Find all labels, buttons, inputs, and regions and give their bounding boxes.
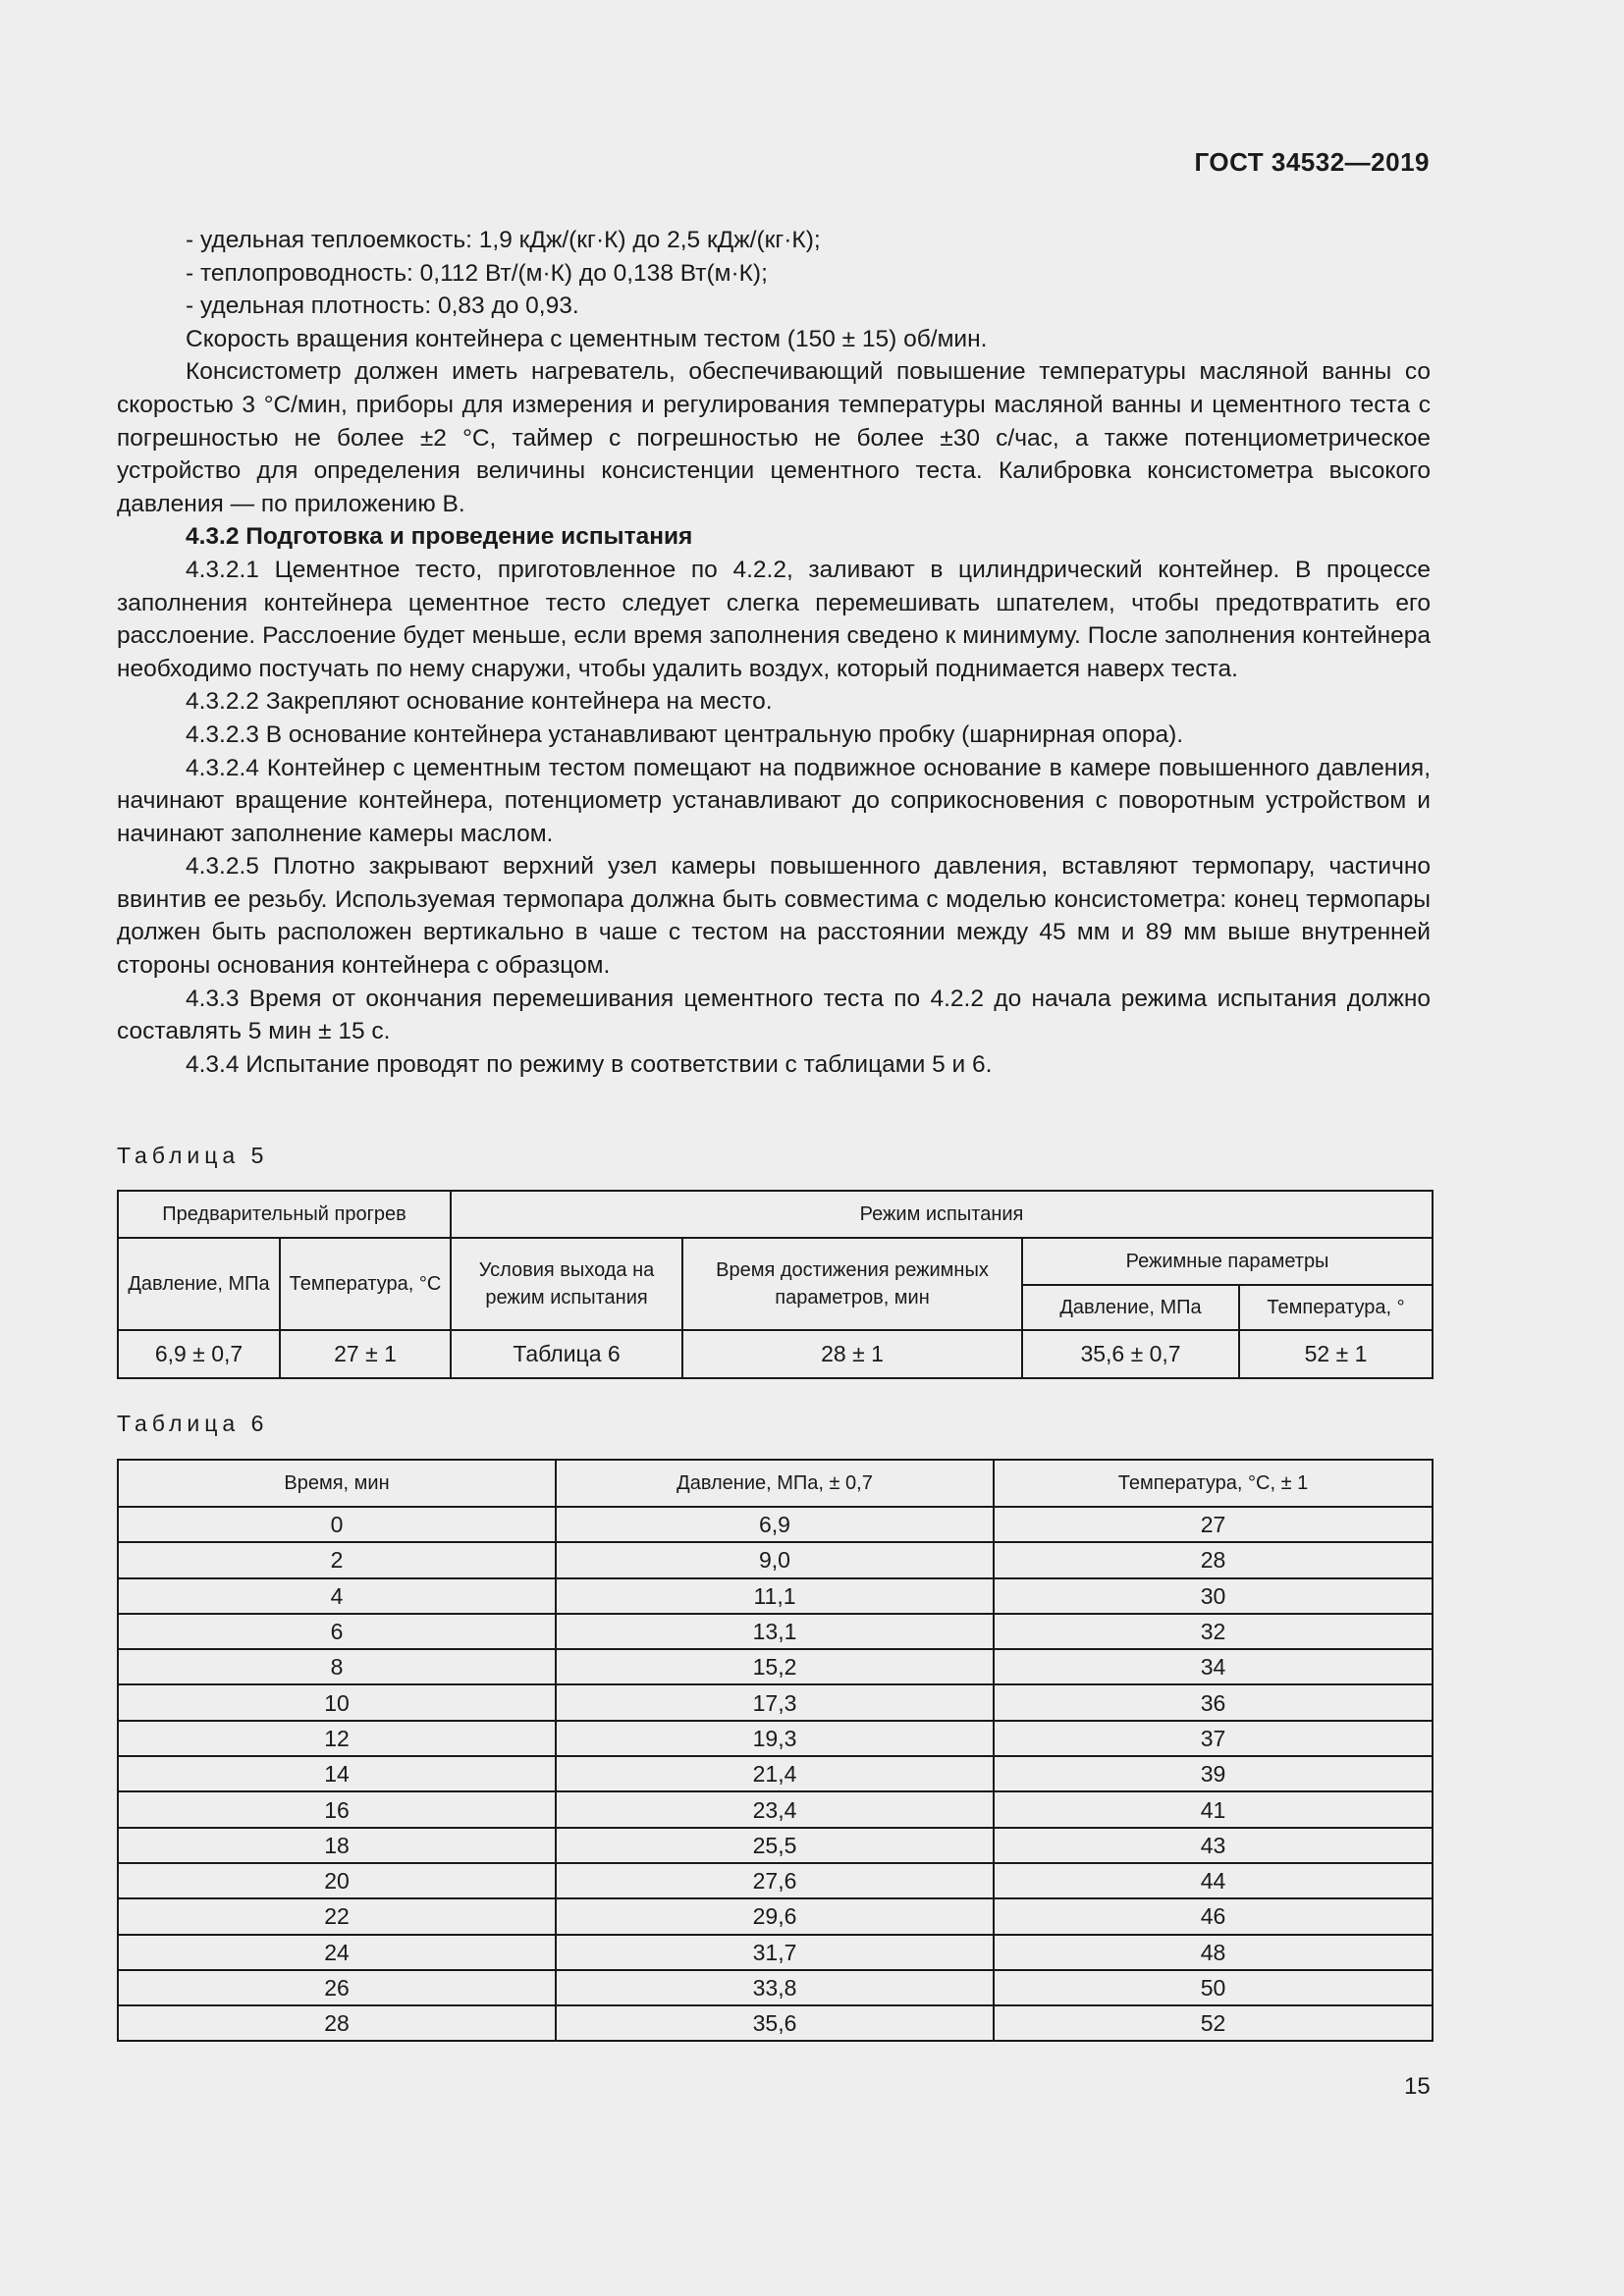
table-6 bbox=[117, 1459, 1434, 2042]
table-cell: 28 ± 1 bbox=[682, 1330, 1022, 1378]
table-row bbox=[118, 1614, 1433, 1649]
table-6-body bbox=[118, 1507, 1433, 2041]
paragraph: Консистометр должен иметь нагреватель, обеспечивающий повышение температуры масляной ванны со скоростью 3 °С/мин, приборы для измерения и регулирования температуры масляной ванны и цементного теста с погрешностью не более ±2 °С, таймер с погрешностью не более ±30 с/час, а также потенциометрическое устройство для определения величины консистенции цементного теста. Калибровка консистометра высокого давления — по приложению В. bbox=[117, 358, 1431, 517]
table-cell: 8 bbox=[118, 1649, 556, 1684]
table-6-header-time: Время, мин bbox=[118, 1460, 556, 1507]
table-cell: 27,6 bbox=[556, 1863, 994, 1898]
paragraph: - удельная теплоемкость: 1,9 кДж/(кг·К) до 2,5 кДж/(кг·К); bbox=[186, 227, 821, 253]
table-row bbox=[118, 1330, 1433, 1378]
table-cell: 28 bbox=[118, 2005, 556, 2041]
table-cell: 12 bbox=[118, 1721, 556, 1756]
table-cell: 24 bbox=[118, 1935, 556, 1970]
table-row bbox=[118, 1791, 1433, 1827]
table-5-col-time-to-mode: Время достижения режимных параметров, мин bbox=[682, 1238, 1022, 1330]
table-cell: 31,7 bbox=[556, 1935, 994, 1970]
paragraph: - удельная плотность: 0,83 до 0,93. bbox=[186, 293, 579, 320]
table-cell: 25,5 bbox=[556, 1828, 994, 1863]
table-row bbox=[118, 1756, 1433, 1791]
table-cell: 19,3 bbox=[556, 1721, 994, 1756]
page-number: 15 bbox=[1404, 2073, 1431, 2100]
table-cell: 4 bbox=[118, 1578, 556, 1614]
paragraph: 4.3.2.5 Плотно закрывают верхний узел камеры повышенного давления, вставляют термопару, частично ввинтив ее резьбу. Используемая термопара должна быть совместима с моделью консистометра: конец термопары должен быть расположен вертикально в чаше с тестом на расстоянии между 45 мм и 89 мм выше внутренней стороны основания контейнера с образцом. bbox=[117, 853, 1431, 980]
table-row bbox=[118, 2005, 1433, 2041]
table-cell: 27 ± 1 bbox=[280, 1330, 451, 1378]
table-cell: 50 bbox=[994, 1970, 1433, 2005]
table-cell: 16 bbox=[118, 1791, 556, 1827]
paragraph: 4.3.2.1 Цементное тесто, приготовленное по 4.2.2, заливают в цилиндрический контейнер. В процессе заполнения контейнера цементное тесто следует слегка перемешивать шпателем, чтобы предотвратить его расслоение. Расслоение будет меньше, если время заполнения сведено к минимуму. После заполнения контейнера необходимо постучать по нему снаружи, чтобы удалить воздух, который поднимается наверх теста. bbox=[117, 556, 1431, 682]
table-row bbox=[118, 1649, 1433, 1684]
paragraph: 4.3.3 Время от окончания перемешивания цементного теста по 4.2.2 до начала режима испытания должно составлять 5 мин ± 15 с. bbox=[117, 985, 1431, 1045]
table-row bbox=[118, 1507, 1433, 1542]
table-cell: 6,9 ± 0,7 bbox=[118, 1330, 280, 1378]
table-cell: 36 bbox=[994, 1684, 1433, 1720]
table-cell: 35,6 ± 0,7 bbox=[1022, 1330, 1239, 1378]
table-row bbox=[118, 1578, 1433, 1614]
table-cell: Таблица 6 bbox=[451, 1330, 682, 1378]
table-5-col-pressure: Давление, МПа bbox=[118, 1238, 280, 1330]
section-heading: 4.3.2 Подготовка и проведение испытания bbox=[186, 523, 693, 551]
table-cell: 46 bbox=[994, 1898, 1433, 1934]
table-6-header-temperature: Температура, °С, ± 1 bbox=[994, 1460, 1433, 1507]
table-cell: 39 bbox=[994, 1756, 1433, 1791]
table-cell: 14 bbox=[118, 1756, 556, 1791]
table-row bbox=[118, 1970, 1433, 2005]
table-5-group-mode-params: Режимные параметры bbox=[1022, 1238, 1433, 1285]
table-row bbox=[118, 1721, 1433, 1756]
table-cell: 28 bbox=[994, 1542, 1433, 1577]
table-5-col-mode-pressure: Давление, МПа bbox=[1022, 1285, 1239, 1330]
table-cell: 37 bbox=[994, 1721, 1433, 1756]
table-cell: 6,9 bbox=[556, 1507, 994, 1542]
table-6-header-pressure: Давление, МПа, ± 0,7 bbox=[556, 1460, 994, 1507]
table-5-col-mode-temperature: Температура, ° bbox=[1239, 1285, 1433, 1330]
table-cell: 33,8 bbox=[556, 1970, 994, 2005]
paragraph: - теплопроводность: 0,112 Вт/(м·К) до 0,138 Вт(м·К); bbox=[186, 259, 768, 287]
table-cell: 10 bbox=[118, 1684, 556, 1720]
table-cell: 48 bbox=[994, 1935, 1433, 1970]
body-text bbox=[117, 224, 1431, 1081]
paragraph: Скорость вращения контейнера с цементным тестом (150 ± 15) об/мин. bbox=[186, 325, 988, 352]
table-5-col-temperature: Температура, °С bbox=[280, 1238, 451, 1330]
paragraph: 4.3.2.3 В основание контейнера устанавливают центральную пробку (шарнирная опора). bbox=[186, 721, 1184, 748]
table-cell: 20 bbox=[118, 1863, 556, 1898]
table-cell: 15,2 bbox=[556, 1649, 994, 1684]
paragraph: 4.3.2.4 Контейнер с цементным тестом помещают на подвижное основание в камере повышенного давления, начинают вращение контейнера, потенциометр устанавливают до соприкосновения с поворотным устройством и начинают заполнение камеры маслом. bbox=[117, 754, 1431, 847]
table-cell: 11,1 bbox=[556, 1578, 994, 1614]
document-code-header: ГОСТ 34532—2019 bbox=[1194, 147, 1430, 177]
paragraph: 4.3.2.2 Закрепляют основание контейнера на место. bbox=[186, 688, 773, 716]
table-row bbox=[118, 1542, 1433, 1577]
table-cell: 29,6 bbox=[556, 1898, 994, 1934]
table-cell: 23,4 bbox=[556, 1791, 994, 1827]
table-5-group-test-mode: Режим испытания bbox=[451, 1191, 1433, 1238]
table-5-caption: Таблица 5 bbox=[117, 1143, 269, 1168]
table-cell: 44 bbox=[994, 1863, 1433, 1898]
table-cell: 17,3 bbox=[556, 1684, 994, 1720]
table-row bbox=[118, 1863, 1433, 1898]
table-cell: 22 bbox=[118, 1898, 556, 1934]
paragraph: 4.3.4 Испытание проводят по режиму в соответствии с таблицами 5 и 6. bbox=[186, 1050, 993, 1078]
table-row bbox=[118, 1828, 1433, 1863]
table-6-caption: Таблица 6 bbox=[117, 1411, 269, 1436]
table-5 bbox=[117, 1190, 1434, 1379]
table-5-group-preheat: Предварительный прогрев bbox=[118, 1191, 451, 1238]
table-cell: 52 ± 1 bbox=[1239, 1330, 1433, 1378]
table-cell: 18 bbox=[118, 1828, 556, 1863]
table-cell: 32 bbox=[994, 1614, 1433, 1649]
table-cell: 2 bbox=[118, 1542, 556, 1577]
table-cell: 0 bbox=[118, 1507, 556, 1542]
table-cell: 27 bbox=[994, 1507, 1433, 1542]
table-row bbox=[118, 1935, 1433, 1970]
table-cell: 35,6 bbox=[556, 2005, 994, 2041]
table-cell: 13,1 bbox=[556, 1614, 994, 1649]
table-cell: 21,4 bbox=[556, 1756, 994, 1791]
table-row bbox=[118, 1898, 1433, 1934]
table-cell: 34 bbox=[994, 1649, 1433, 1684]
table-5-col-exit-conditions: Условия выхода на режим испытания bbox=[451, 1238, 682, 1330]
table-cell: 9,0 bbox=[556, 1542, 994, 1577]
table-cell: 6 bbox=[118, 1614, 556, 1649]
table-cell: 26 bbox=[118, 1970, 556, 2005]
table-cell: 30 bbox=[994, 1578, 1433, 1614]
table-cell: 43 bbox=[994, 1828, 1433, 1863]
table-cell: 41 bbox=[994, 1791, 1433, 1827]
table-cell: 52 bbox=[994, 2005, 1433, 2041]
table-row bbox=[118, 1684, 1433, 1720]
